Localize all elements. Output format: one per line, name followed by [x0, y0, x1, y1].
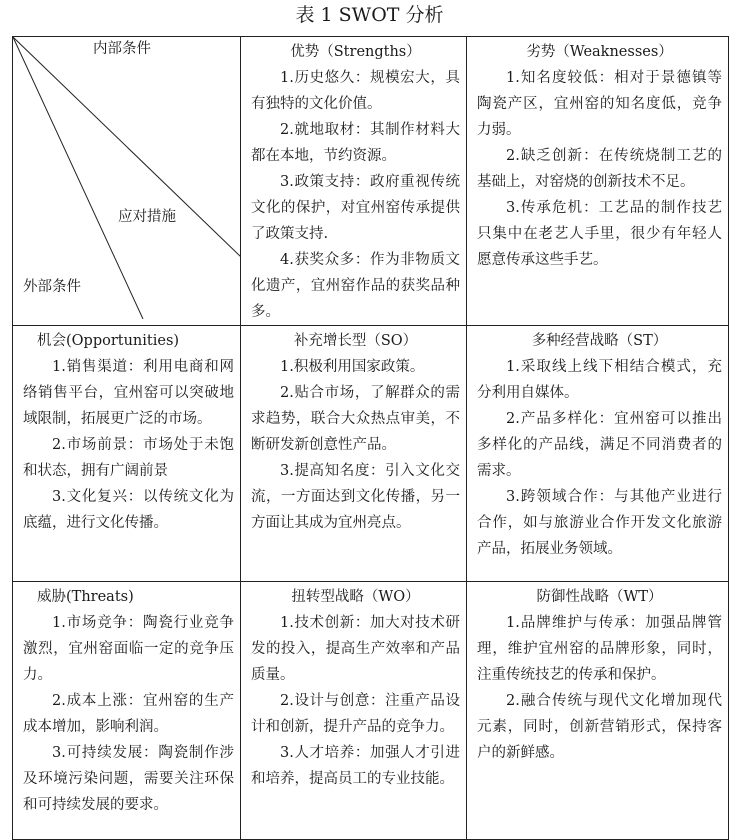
list-item: 1.品牌维护与传承：加强品牌管理，维护宜州窑的品牌形象，同时，注重传统技艺的传承和保护。: [477, 615, 722, 683]
list-item: 3.提高知名度：引入文化交流，一方面达到文化传播，另一方面让其成为宜州亮点。: [251, 463, 460, 531]
so-cell: [241, 326, 467, 582]
corner-label-measures: 应对措施: [118, 209, 176, 225]
weaknesses-title: 劣势（Weaknesses）: [526, 44, 673, 60]
wo-cell: [241, 582, 467, 840]
opportunities-cell: [13, 326, 241, 582]
list-item: 2.设计与创意：注重产品设计和创新，提升产品的竞争力。: [251, 693, 460, 735]
wo-title: 扭转型战略（WO）: [291, 589, 420, 605]
list-item: 2.贴合市场，了解群众的需求趋势，联合大众热点审美，不断研发新创意性产品。: [251, 385, 460, 453]
so-title: 补充增长型（SO）: [293, 333, 418, 349]
strengths-title: 优势（Strengths）: [290, 44, 421, 60]
list-item: 1.采取线上线下相结合模式，充分利用自媒体。: [477, 359, 722, 401]
threats-title: 威胁(Threats): [37, 589, 134, 605]
list-item: 2.缺乏创新：在传统烧制工艺的基础上，对窑烧的创新技术不足。: [477, 148, 722, 190]
opportunities-title: 机会(Opportunities): [37, 333, 180, 349]
strengths-cell: [241, 37, 467, 326]
table-row: [13, 326, 729, 582]
st-cell: [467, 326, 729, 582]
list-item: 3.传承危机：工艺品的制作技艺只集中在老艺人手里，很少有年轻人愿意传承这些手艺。: [477, 200, 722, 268]
table-row: [13, 582, 729, 840]
list-item: 3.跨领域合作：与其他产业进行合作，如与旅游业合作开发文化旅游产品，拓展业务领域。: [477, 489, 722, 557]
list-item: 1.知名度较低：相对于景德镇等陶瓷产区，宜州窑的知名度低，竞争力弱。: [477, 70, 722, 138]
list-item: 2.就地取材：其制作材料大都在本地，节约资源。: [251, 122, 460, 164]
list-item: 2.市场前景：市场处于未饱和状态，拥有广阔前景: [23, 437, 234, 479]
list-item: 1.市场竞争：陶瓷行业竞争激烈，宜州窑面临一定的竞争压力。: [23, 615, 234, 683]
table-row: [13, 37, 729, 326]
table-caption: 表 1 SWOT 分析: [295, 4, 444, 26]
list-item: 2.融合传统与现代文化增加现代元素，同时，创新营销形式，保持客户的新鲜感。: [477, 693, 722, 761]
list-item: 1.积极利用国家政策。: [280, 359, 425, 375]
corner-header-cell: [13, 37, 241, 326]
list-item: 1.销售渠道：利用电商和网络销售平台，宜州窑可以突破地域限制，拓展更广泛的市场。: [23, 359, 234, 427]
corner-label-internal: 内部条件: [93, 41, 151, 57]
list-item: 2.成本上涨：宜州窑的生产成本增加，影响利润。: [23, 693, 234, 735]
wt-cell: [467, 582, 729, 840]
list-item: 2.产品多样化：宜州窑可以推出多样化的产品线，满足不同消费者的需求。: [477, 411, 722, 479]
list-item: 3.文化复兴：以传统文化为底蕴，进行文化传播。: [23, 489, 234, 531]
corner-label-external: 外部条件: [23, 279, 81, 295]
weaknesses-cell: [467, 37, 729, 326]
list-item: 1.历史悠久：规模宏大，具有独特的文化价值。: [251, 70, 460, 112]
list-item: 3.人才培养：加强人才引进和培养，提高员工的专业技能。: [251, 745, 460, 787]
threats-cell: [13, 582, 241, 840]
swot-table: [12, 36, 729, 840]
list-item: 4.获奖众多：作为非物质文化遗产，宜州窑作品的获奖品种多。: [251, 252, 460, 320]
wt-title: 防御性战略（WT）: [536, 589, 663, 605]
st-title: 多种经营战略（ST）: [531, 333, 668, 349]
list-item: 3.政策支持：政府重视传统文化的保护，对宜州窑传承提供了政策支持.: [251, 174, 460, 242]
list-item: 1.技术创新：加大对技术研发的投入，提高生产效率和产品质量。: [251, 615, 460, 683]
list-item: 3.可持续发展：陶瓷制作涉及环境污染问题，需要关注环保和可持续发展的要求。: [23, 745, 234, 813]
